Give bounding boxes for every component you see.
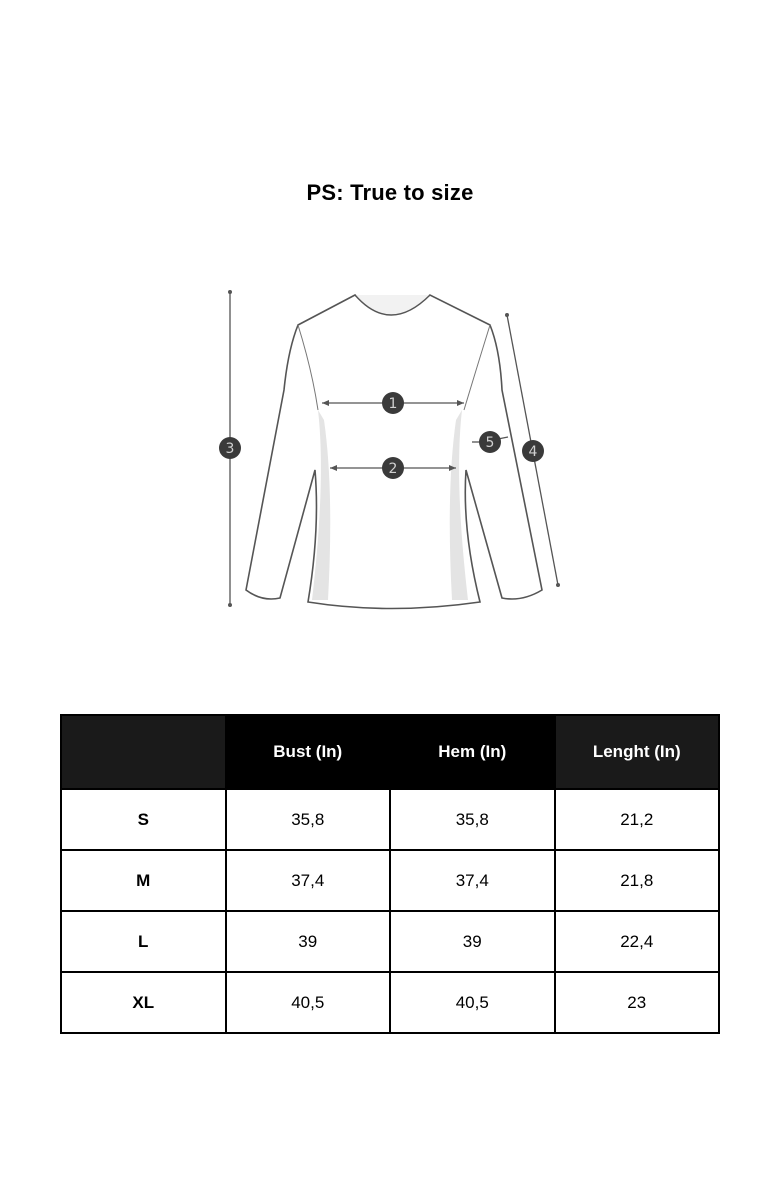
- table-row: [61, 911, 719, 972]
- page-title: PS: True to size: [306, 180, 474, 205]
- bust-cell: 37,4: [226, 850, 391, 911]
- bust-cell: 39: [226, 911, 391, 972]
- hem-cell: 35,8: [390, 789, 555, 850]
- size-label-cell: L: [61, 911, 226, 972]
- shirt-sketch: [200, 280, 580, 620]
- table-header-row: [61, 715, 719, 789]
- marker-5-badge: [479, 431, 501, 453]
- size-label-cell: M: [61, 850, 226, 911]
- garment-measurement-diagram: [200, 280, 580, 620]
- marker-3-badge: [219, 437, 241, 459]
- hem-cell: 37,4: [390, 850, 555, 911]
- header-hem: Hem (In): [390, 715, 555, 789]
- bust-cell: 40,5: [226, 972, 391, 1033]
- length-cell: 22,4: [555, 911, 720, 972]
- size-label-cell: XL: [61, 972, 226, 1033]
- header-bust: Bust (In): [226, 715, 391, 789]
- marker-3-label: 3: [225, 441, 235, 457]
- marker-4-label: 4: [528, 444, 538, 460]
- table-row: [61, 972, 719, 1033]
- hem-cell: 40,5: [390, 972, 555, 1033]
- marker-5-label: 5: [485, 435, 495, 451]
- size-label-cell: S: [61, 789, 226, 850]
- bust-cell: 35,8: [226, 789, 391, 850]
- header-length: Lenght (In): [555, 715, 720, 789]
- header-empty-cell: [61, 715, 226, 789]
- marker-1-label: 1: [388, 396, 398, 412]
- marker-2-label: 2: [388, 461, 398, 477]
- marker-2-badge: [382, 457, 404, 479]
- marker-4-badge: [522, 440, 544, 462]
- hem-cell: 39: [390, 911, 555, 972]
- length-cell: 21,2: [555, 789, 720, 850]
- length-cell: 23: [555, 972, 720, 1033]
- marker-1-badge: [382, 392, 404, 414]
- length-cell: 21,8: [555, 850, 720, 911]
- size-chart-table: [60, 714, 720, 1034]
- table-row: [61, 789, 719, 850]
- table-row: [61, 850, 719, 911]
